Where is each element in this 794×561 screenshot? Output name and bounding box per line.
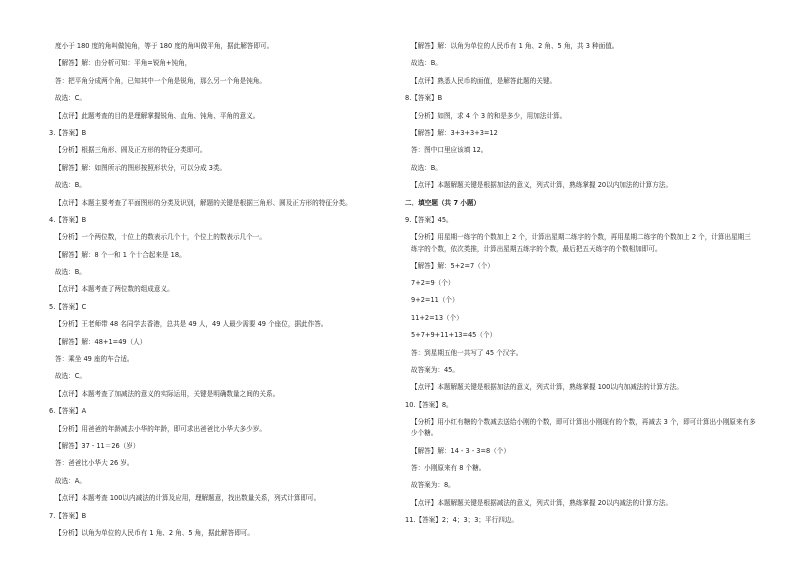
text-line: 【解答】解：5+2=7（个）	[411, 261, 494, 270]
text-line: 答：到星期五他一共写了 45 个汉字。	[411, 348, 523, 357]
text-line: 【解答】解：14 - 3 - 3=8（个）	[411, 446, 510, 455]
text-line: 故选：A。	[55, 476, 86, 485]
text-line: 7+2=9（个）	[411, 279, 455, 288]
answer-heading: 4.【答案】B	[49, 215, 87, 224]
text-line: 【解答】解：8 个一和 1 个十合起来是 18。	[55, 250, 186, 259]
answer-heading: 7.【答案】B	[49, 511, 87, 520]
text-line: 【解答】解：由分析可知：平角=锐角+钝角，	[55, 59, 192, 68]
answer-heading: 8.【答案】B	[405, 94, 443, 103]
text-line: 故选：C。	[55, 94, 86, 103]
text-line: 【解答】37 - 11＝26（岁）	[55, 441, 140, 450]
section-heading: 二．填空题（共 7 小题）	[405, 198, 481, 207]
text-line: 9+2=11（个）	[411, 296, 459, 305]
text-line: 11+2=13（个）	[411, 313, 463, 322]
text-line: 答：乘坐 49 座的车合适。	[55, 355, 134, 364]
answer-heading: 9.【答案】45。	[405, 215, 453, 224]
text-line: 故选：B。	[411, 163, 442, 172]
text-line: 【分析】以角为单位的人民币有 1 角、2 角、5 角，据此解答即可。	[55, 528, 254, 537]
answer-heading: 11.【答案】2；4；3；3；平行四边。	[405, 516, 518, 525]
text-line: 度小于 180 度的角叫做钝角，等于 180 度的角叫做平角，据此解答即可。	[55, 42, 274, 50]
text-line: 【点评】本题解题关键是根据加法的意义，列式计算，熟练掌握 100以内加减法的计算方法。	[411, 383, 683, 392]
text-line: 【点评】本题考查 100以内减法的计算及应用，理解题意，找出数量关系，列式计算即可。	[55, 494, 321, 503]
text-line: 【分析】王老师带 48 名同学去香港，总共是 49 人，49 人最少需要 49 个座位，据此作答。	[55, 320, 328, 329]
text-line: 答：把平角分成两个角，已知其中一个角是锐角，那么另一个角是钝角。	[55, 76, 266, 85]
text-line: 【点评】本题考查了加减法的意义的实际运用，关键是明确数量之间的关系。	[55, 389, 280, 398]
text-line: 【解答】解：48+1=49（人）	[55, 337, 147, 346]
text-line: 【解答】解：以角为单位的人民币有 1 角、2 角、5 角，共 3 种面值。	[411, 42, 619, 50]
text-line: 答：图中口里应该填 12。	[411, 146, 488, 155]
text-line: 【解答】解：3+3+3+3=12	[411, 128, 498, 137]
text-line: 【分析】用小红有糖的个数减去送给小刚的个数，即可计算出小刚现有的个数，再减去 3 个，即可计算出小刚原来有多少个糖。	[411, 418, 756, 438]
text-line: 故答案为：8。	[411, 481, 455, 490]
text-line: 【分析】如图，求 4 个 3 的和是多少，用加法计算。	[411, 111, 567, 120]
text-line: 故选：B。	[411, 59, 442, 68]
text-line: 故选：C。	[55, 372, 86, 381]
text-line: 故选：B。	[55, 181, 86, 190]
text-line: 故选：B。	[55, 268, 86, 277]
text-line: 【分析】用星期一练字的个数加上 2 个，计算出星期二练字的个数，再用星期二练字的个数加上 2 个，计算出星期三练字的个数，依次类推，计算出星期五练字的个数，最后把五天练字的个数相加即可。	[411, 233, 751, 253]
text-line: 5+7+9+11+13=45（个）	[411, 331, 497, 340]
right-column	[405, 38, 757, 530]
text-line: 【点评】熟悉人民币的面值，是解答此题的关键。	[411, 76, 557, 85]
text-line: 答：爸爸比小华大 26 岁。	[55, 459, 134, 468]
text-line: 【点评】本题解题关键是根据减法的意义，列式计算，熟练掌握 20以内减法的计算方法。	[411, 498, 673, 507]
text-line: 【解答】解：如图所示的图形按照形状分，可以分成 3类。	[55, 163, 227, 172]
answer-heading: 6.【答案】A	[49, 407, 87, 416]
text-line: 【分析】根据三角形、圆及正方形的特征分类即可。	[55, 146, 207, 155]
text-line: 【点评】此题考查的目的是理解掌握锐角、直角、钝角、平角的意义。	[55, 111, 260, 120]
text-line: 【点评】本题考查了两位数的组成意义。	[55, 285, 174, 294]
text-line: 【点评】本题解题关键是根据加法的意义，列式计算，熟练掌握 20以内加法的计算方法。	[411, 181, 673, 190]
left-column	[49, 38, 399, 542]
answer-heading: 5.【答案】C	[49, 302, 87, 311]
text-line: 答：小刚原来有 8 个糖。	[411, 464, 486, 473]
answer-heading: 10.【答案】8。	[405, 400, 453, 409]
text-line: 【点评】本题主要考查了平面图形的分类及识别，解题的关键是根据三角形、圆及正方形的特征分类。	[55, 198, 352, 207]
text-line: 故答案为：45。	[411, 366, 459, 375]
text-line: 【分析】一个两位数，十位上的数表示几个十，个位上的数表示几个一。	[55, 233, 266, 242]
answer-heading: 3.【答案】B	[49, 128, 87, 137]
text-line: 【分析】用爸爸的年龄减去小华的年龄，即可求出爸爸比小华大多少岁。	[55, 424, 266, 433]
